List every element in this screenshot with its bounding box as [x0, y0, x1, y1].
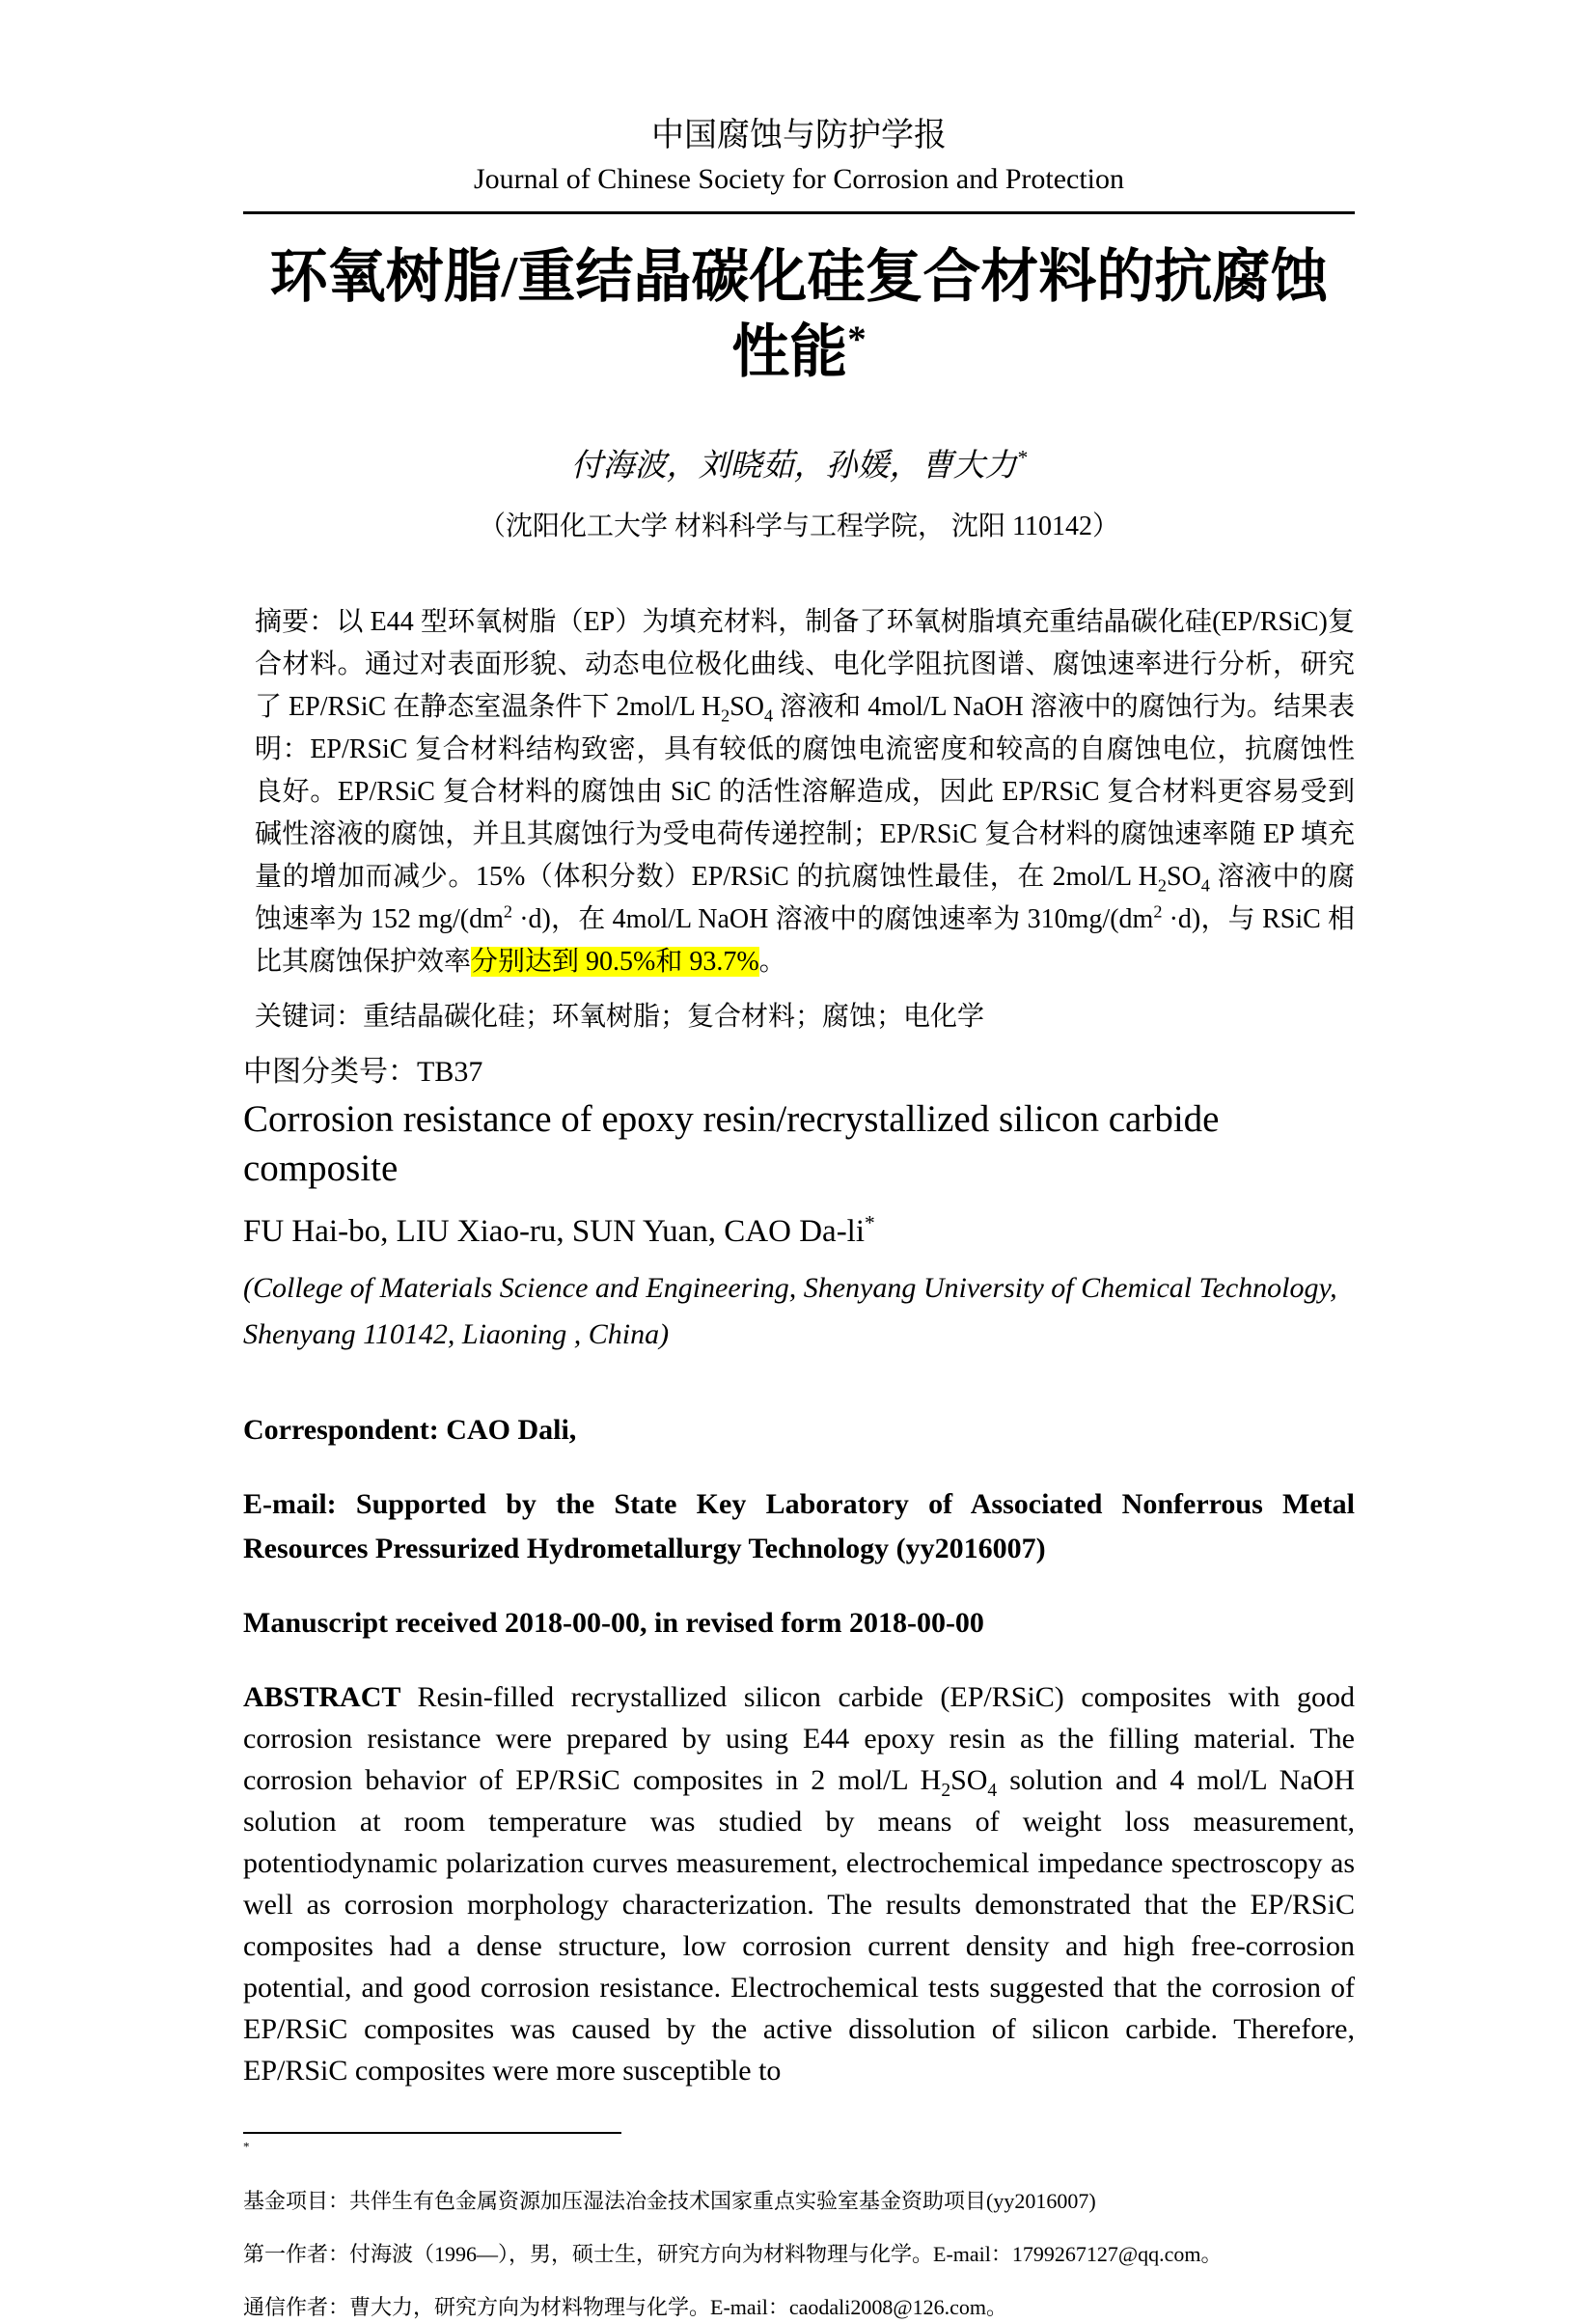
affiliation-cn: （沈阳化工大学 材料科学与工程学院， 沈阳 110142） [479, 512, 1119, 541]
journal-title-cn: 中国腐蚀与防护学报 [651, 118, 947, 153]
email-support-line: E-mail: Supported by the State Key Laboratory of Associated Nonferrous Metal Resources Pressurized Hydrometallurgy Technology (yy2016007) [243, 1487, 1355, 1565]
manuscript-received-line: Manuscript received 2018-00-00, in revised form 2018-00-00 [243, 1606, 984, 1639]
correspondent-line: Correspondent: CAO Dali, [243, 1414, 577, 1447]
footnote-separator [243, 2132, 621, 2134]
footnote-area [243, 2132, 1355, 2323]
footnote-asterisk: * [243, 2139, 250, 2154]
authors-en: FU Hai-bo, LIU Xiao-ru, SUN Yuan, CAO Da-li* [243, 1211, 875, 1250]
journal-title-en: Journal of Chinese Society for Corrosion and Protection [473, 163, 1125, 195]
footnote-corresponding-author-item: 通信作者：曹大力，研究方向为材料物理与化学。E-mail：caodali2008@126.com。 [243, 2295, 1008, 2320]
authors-cn: 付海波，刘晓茹，孙媛，曹大力* [570, 446, 1028, 484]
keywords-cn: 关键词：重结晶碳化硅；环氧树脂；复合材料；腐蚀；电化学 [255, 1002, 985, 1032]
paper-title-en: Corrosion resistance of epoxy resin/recrystallized silicon carbide composite [243, 1098, 1220, 1189]
clc-number: 中图分类号：TB37 [243, 1056, 483, 1088]
abstract-cn: 摘要：以 E44 型环氧树脂（EP）为填充材料，制备了环氧树脂填充重结晶碳化硅(EP/RSiC)复合材料。通过对表面形貌、动态电位极化曲线、电化学阻抗图谱、腐蚀速率进行分析，研究了 EP/RSiC 在静态室温条件下 2mol/L $H_2SO_4$ 溶液和 4mol/L NaOH 溶液中的腐蚀行为。结果表明：EP/RSiC 复合材料结构致密，具有较低的腐蚀电流密度和较高的自腐蚀电位，抗腐蚀性良好。EP/RSiC 复合材料的腐蚀由 SiC 的活性溶解造成，因此 EP/RSiC 复合材料更容易受到碱性溶液的腐蚀，并且其腐蚀行为受电荷传递控制；EP/RSiC 复合材料的腐蚀速率随 EP 填充量的增加而减少。15%（体积分数）EP/RSiC 的抗腐蚀性最佳，在 2mol/L $H_2SO_4$ 溶液中的腐蚀速率为 152 $mg/(dm^2 \cdot d)$，在 4mol/L NaOH 溶液中的腐蚀速率为 $310mg/(dm^2 \cdot d)$，与 RSiC 相比其腐蚀保护效率分别达到 90.5%和 93.7%。 [255, 607, 1355, 977]
abstract-en: ABSTRACT Resin-filled recrystallized silicon carbide (EP/RSiC) composites with good corrosion resistance were prepared by using E44 epoxy resin as the filling material. The corrosion behavior of EP/RSiC composites in 2 mol/L $H_2SO_4$ solution and 4 mol/L NaOH solution at room temperature was studied by means of weight loss measurement, potentiodynamic polarization curves measurement, electrochemical impedance spectroscopy as well as corrosion morphology characterization. The results demonstrated that the EP/RSiC composites had a dense structure, low corrosion current density and high free-corrosion potential, and good corrosion resistance. Electrochemical tests suggested that the corrosion of EP/RSiC composites was caused by the active dissolution of silicon carbide. Therefore, EP/RSiC composites were more susceptible to [243, 1681, 1355, 2088]
affiliation-en: (College of Materials Science and Engineering, Shenyang University of Chemical Technology, Shenyang 110142, Liaoning , China) [243, 1272, 1337, 1351]
footnote-first-author-item: 第一作者：付海波（1996—），男，硕士生，研究方向为材料物理与化学。E-mail：1799267127@qq.com。 [243, 2242, 1223, 2267]
paper-title-cn: 环氧树脂/重结晶碳化硅复合材料的抗腐蚀性能* [269, 245, 1329, 384]
footnote-fund-item: 基金项目：共伴生有色金属资源加压湿法冶金技术国家重点实验室基金资助项目(yy2016007) [243, 2189, 1096, 2214]
footnote-marker [243, 2139, 1355, 2164]
header-rule [243, 211, 1355, 214]
